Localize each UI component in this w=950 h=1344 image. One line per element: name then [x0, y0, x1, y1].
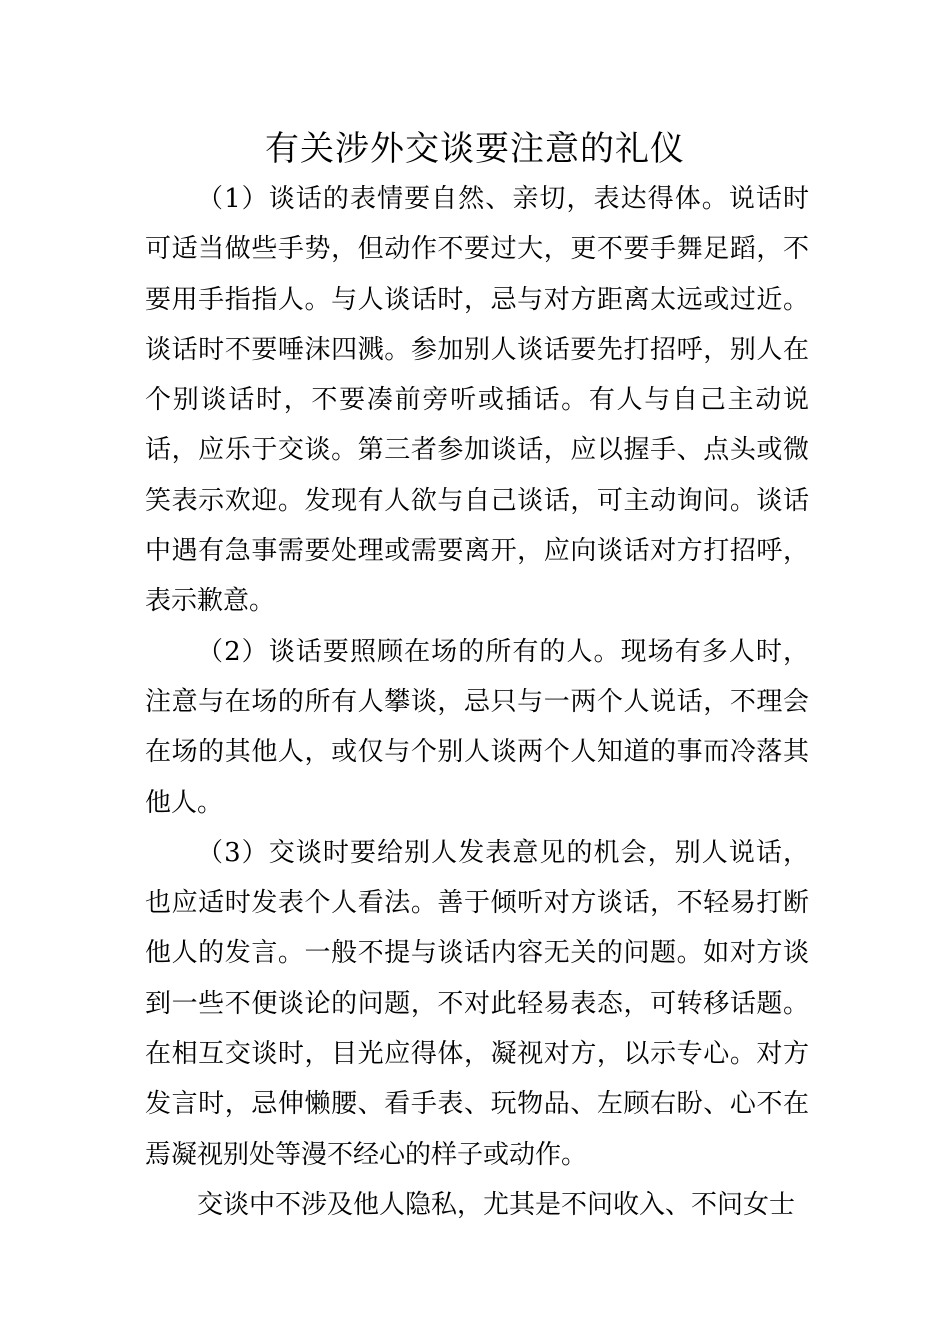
paragraph-3: （3）交谈时要给别人发表意见的机会，别人说话，也应适时发表个人看法。善于倾听对方谈话，不轻易打断他人的发言。一般不提与谈话内容无关的问题。如对方谈到一些不便谈论的问题，不对此轻易表态，可转移话题。在相互交谈时，目光应得体，凝视对方，以示专心。对方发言时，忌伸懒腰、看手表、玩物品、左顾右盼、心不在焉凝视别处等漫不经心的样子或动作。 [145, 837, 809, 1170]
document-title: 有关涉外交谈要注意的礼仪 [265, 129, 685, 169]
paragraph-1: （1）谈话的表情要自然、亲切，表达得体。说话时可适当做些手势，但动作不要过大，更不要手舞足蹈，不要用手指指人。与人谈话时，忌与对方距离太远或过近。谈话时不要唾沫四溅。参加别人谈话要先打招呼，别人在个别谈话时，不要凑前旁听或插话。有人与自己主动说话，应乐于交谈。第三者参加谈话，应以握手、点头或微笑表示欢迎。发现有人欲与自己谈话，可主动询问。谈话中遇有急事需要处理或需要离开，应向谈话对方打招呼，表示歉意。 [145, 184, 809, 617]
paragraph-4: 交谈中不涉及他人隐私，尤其是不问收入、不问女士 [197, 1189, 796, 1220]
document-body [145, 174, 809, 1230]
paragraph-2: （2）谈话要照顾在场的所有的人。现场有多人时，注意与在场的所有人攀谈，忌只与一两个人说话，不理会在场的其他人，或仅与个别人谈两个人知道的事而冷落其他人。 [145, 636, 809, 818]
